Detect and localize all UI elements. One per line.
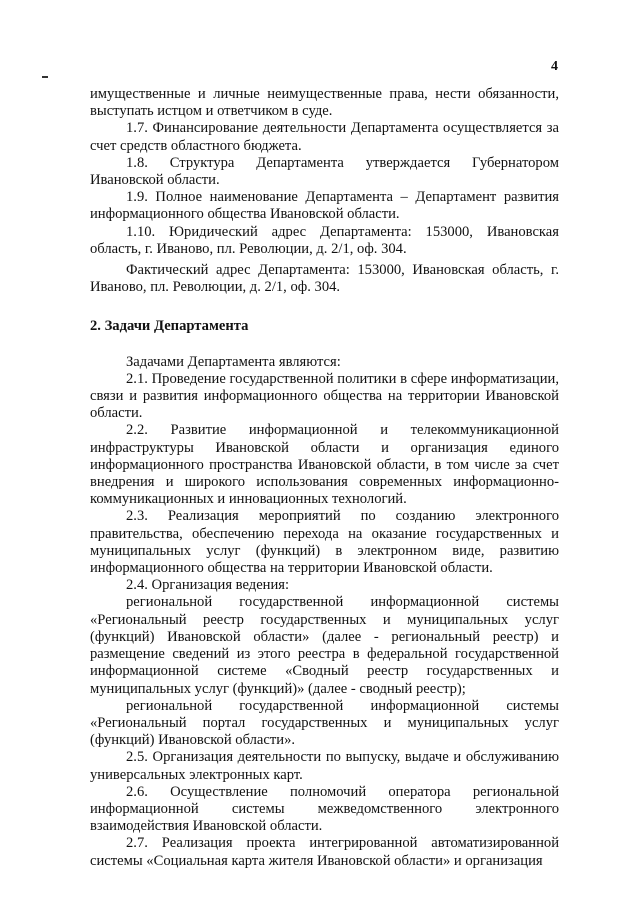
paragraph: 2.7. Реализация проекта интегрированной автоматизированной системы «Социальная карта жителя Ивановской области» и организация bbox=[90, 835, 559, 869]
paragraph: региональной государственной информационной системы «Региональный портал государственных и муниципальных услуг (функций) Ивановской области». bbox=[90, 697, 559, 749]
paragraph: региональной государственной информационной системы «Региональный реестр государственных и муниципальных услуг (функций) Ивановской области» (далее - региональный реестр) и размещение сведений из этого реестра в федеральной государственной информационной системе «Сводный реестр государственных и муниципальных услуг (функций)» (далее - сводный реестр); bbox=[90, 594, 559, 697]
paragraph: Фактический адрес Департамента: 153000, Ивановская область, г. Иваново, пл. Революции, д. 2/1, оф. 304. bbox=[90, 262, 559, 296]
paragraph: 1.10. Юридический адрес Департамента: 153000, Ивановская область, г. Иваново, пл. Революции, д. 2/1, оф. 304. bbox=[90, 223, 559, 257]
paragraph: 2.5. Организация деятельности по выпуску, выдаче и обслуживанию универсальных электронных карт. bbox=[90, 749, 559, 783]
paragraph: 2.3. Реализация мероприятий по созданию электронного правительства, обеспечению перехода на оказание государственных и муниципальных услуг (функций) в электронном виде, развитию информационного общества на территории Ивановской области. bbox=[90, 508, 559, 577]
document-body bbox=[90, 86, 559, 870]
paragraph: 2.4. Организация ведения: bbox=[126, 577, 290, 594]
paragraph: 2.1. Проведение государственной политики в сфере информатизации, связи и развития информационного общества на территории Ивановской области. bbox=[90, 370, 559, 422]
paragraph: 1.9. Полное наименование Департамента – Департамент развития информационного общества Ивановской области. bbox=[90, 189, 559, 223]
scan-mark bbox=[42, 76, 48, 78]
paragraph: Задачами Департамента являются: bbox=[126, 353, 341, 370]
paragraph: 2.2. Развитие информационной и телекоммуникационной инфраструктуры Ивановской области и организация единого информационного пространства Ивановской области, в том числе за счет внедрения и широкого использования современных информационно-коммуникационных и инновационных технологий. bbox=[90, 422, 559, 508]
section-heading: 2. Задачи Департамента bbox=[90, 318, 249, 335]
paragraph: 2.6. Осуществление полномочий оператора региональной информационной системы межведомственного электронного взаимодействия Ивановской области. bbox=[90, 783, 559, 835]
paragraph: 1.7. Финансирование деятельности Департамента осуществляется за счет средств областного бюджета. bbox=[90, 120, 559, 154]
paragraph: имущественные и личные неимущественные права, нести обязанности, выступать истцом и ответчиком в суде. bbox=[90, 86, 559, 120]
paragraph: 1.8. Структура Департамента утверждается Губернатором Ивановской области. bbox=[90, 154, 559, 189]
page-number: 4 bbox=[551, 59, 558, 74]
